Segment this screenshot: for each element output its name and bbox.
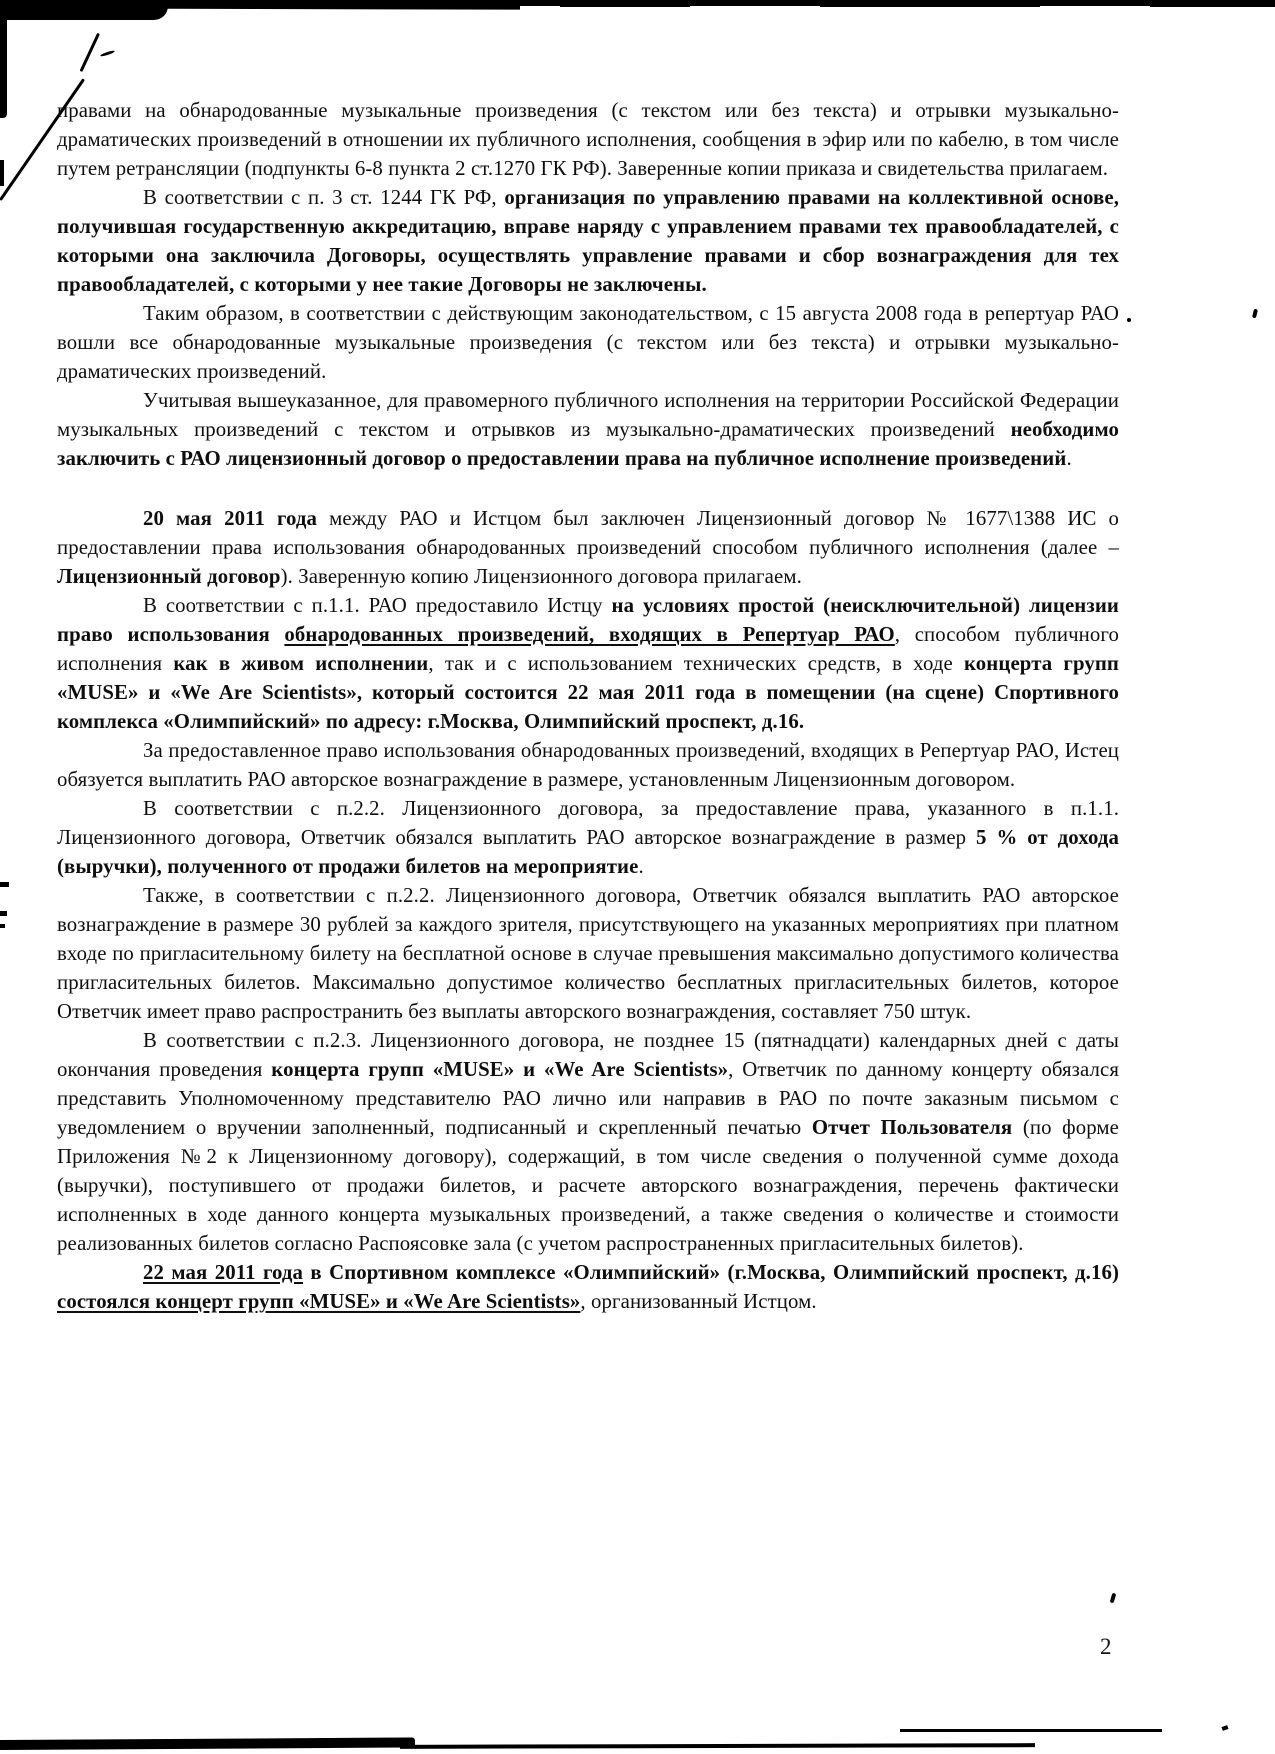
scan-artifact-bottom-line [900, 1729, 1162, 1732]
text-run: концерта групп «MUSE» и «We Are Scientists», который состоится 22 мая 2011 года в помещении (на сцене) Спортивного комплекса «Олимпийский» по адресу: г.Москва, Олимпийский проспект, д.16. [57, 652, 1120, 733]
text-run: , организованный Истцом. [580, 1290, 817, 1313]
text-run: В соответствии с п.2.2. Лицензионного договора, за предоставление права, указанного в п.1.1. Лицензионного договора, Ответчик обязался выплатить РАО авторское вознаграждение в размер [57, 797, 1119, 849]
text-run: обнародованных произведений, входящих в Репертуар РАО [284, 623, 895, 646]
text-run: в Спортивном комплексе «Олимпийский» (г.Москва, Олимпийский проспект, д.16) [303, 1261, 1119, 1284]
scan-artifact-top-dash [1150, 2, 1275, 7]
document-body [57, 96, 1119, 1316]
text-run: концерта групп «MUSE» и «We Are Scientists» [271, 1058, 729, 1081]
scan-artifact-bottom-line [400, 1743, 1035, 1749]
text-run: Также, в соответствии с п.2.2. Лицензионного договора, Ответчик обязался выплатить РАО авторское вознаграждение в размере 30 рублей за каждого зрителя, присутствующего на указанных мероприятиях при платном входе по пригласительному билету на бесплатной основе в случае превышения максимально допустимого количества пригласительных билетов. Максимально допустимое количество бесплатных пригласительных билетов, которое Ответчик имеет право распространить без выплаты авторского вознаграждения, составляет 750 штук. [57, 884, 1119, 1023]
text-run: Лицензионный договор [57, 565, 281, 588]
scan-artifact-speck [1110, 1593, 1117, 1604]
scan-artifact-tilde-mark [100, 50, 115, 57]
paragraph [57, 1026, 1119, 1258]
text-run: 22 мая 2011 года [143, 1261, 303, 1284]
text-run: (по форме Приложения №2 к Лицензионному договору), содержащий, в том числе сведения о полученной сумме дохода (выручки), поступившего от продажи билетов, и расчете авторского вознаграждения, перечень фактически исполненных в ходе данного концерта музыкальных произведений, а также сведения о количестве и стоимости реализованных билетов согласно Распоясовке зала (с учетом распространенных пригласительных билетов). [57, 1116, 1120, 1255]
scan-artifact-left-dash [0, 911, 7, 916]
text-run: ). Заверенную копию Лицензионного договора прилагаем. [280, 565, 802, 588]
text-run: состоялся концерт групп «MUSE» и «We Are Scientists» [57, 1290, 581, 1313]
scan-artifact-fold-line-upper [80, 33, 100, 72]
scan-artifact-top-dash [560, 3, 690, 7]
scan-artifact-speck [1221, 1725, 1228, 1731]
text-run: 20 мая 2011 года [143, 507, 318, 530]
text-run: За предоставленное право использования обнародованных произведений, входящих в Репертуар РАО, Истец обязуется выплатить РАО авторское вознаграждение в размере, установленным Лицензионным договором. [57, 739, 1119, 791]
paragraph [57, 1258, 1119, 1316]
paragraph [57, 96, 1119, 183]
scan-artifact-speck [1252, 309, 1258, 319]
text-run: Таким образом, в соответствии с действующим законодательством, с 15 августа 2008 года в репертуар РАО вошли все обнародованные музыкальные произведения (с текстом или без текста) и отрывки музыкально-драматических произведений. [57, 302, 1119, 383]
text-run: . [1066, 447, 1072, 470]
scan-artifact-left-dash [0, 924, 5, 928]
paragraph [57, 794, 1119, 881]
text-run: Учитывая вышеуказанное, для правомерного публичного исполнения на территории Российской Федерации музыкальных произведений с текстом и отрывков из музыкально-драматических произведений [57, 389, 1119, 441]
page-number: 2 [1100, 1634, 1112, 1659]
paragraph [57, 504, 1119, 591]
scan-artifact-speck [1127, 318, 1131, 322]
scan-artifact-left-edge-mark [0, 160, 4, 186]
scan-artifact-left-dash [0, 882, 9, 887]
paragraph [57, 591, 1119, 736]
text-run: В соответствии с п.1.1. РАО предоставило Истцу [143, 594, 612, 617]
scan-artifact-bottom-bar [0, 1737, 415, 1750]
text-run: организация по управлению правами на коллективной основе, получившая государственную аккредитацию, вправе наряду с управлением правами тех правообладателей, с которыми она заключила Договоры, осуществлять управление правами и сбор вознаграждения для тех правообладателей, с которыми у нее такие Договоры не заключены. [57, 186, 1119, 296]
text-run: . [638, 855, 644, 878]
text-run: правами на обнародованные музыкальные произведения (с текстом или без текста) и отрывки музыкально-драматических произведений в отношении их публичного исполнения, сообщения в эфир или по кабелю, в том числе путем ретрансляции (подпункты 6-8 пункта 2 ст.1270 ГК РФ). Заверенные копии приказа и свидетельства прилагаем. [57, 99, 1119, 180]
scan-artifact-top-left-blob [0, 0, 168, 20]
text-run: между РАО и Истцом был заключен Лицензионный договор № 1677\1388 ИС о предоставлении права использования обнародованных произведений способом публичного исполнения (далее – [57, 507, 1120, 559]
paragraph [57, 183, 1119, 299]
paragraph [57, 881, 1119, 1026]
scan-artifact-left-edge [0, 0, 7, 118]
scan-artifact-top-dash [820, 2, 1040, 7]
text-run: Отчет Пользователя [811, 1116, 1013, 1139]
text-run: 5 % от дохода (выручки), полученного от продажи билетов на мероприятие [57, 826, 1119, 878]
text-run: В соответствии с п. 3 ст. 1244 ГК РФ, [143, 186, 505, 209]
text-run: на условиях простой (неисключительной) лицензии право использования [57, 594, 1120, 646]
text-run: , так и с использованием технических средств, в ходе [428, 652, 964, 675]
text-run: , способом публичного исполнения [57, 623, 1119, 675]
paragraph [57, 736, 1119, 794]
paragraph [57, 386, 1119, 473]
text-run: как в живом исполнении [173, 652, 429, 675]
text-run: необходимо заключить с РАО лицензионный договор о предоставлении права на публичное исполнение произведений [57, 418, 1119, 470]
text-run: В соответствии с п.2.3. Лицензионного договора, не позднее 15 (пятнадцати) календарных дней с даты окончания проведения [57, 1029, 1119, 1081]
paragraph [57, 299, 1119, 386]
text-run: , Ответчик по данному концерту обязался представить Уполномоченному представителю РАО лично или направив в РАО по почте заказным письмом с уведомлением о вручении заполненный, подписанный и скрепленный печатью [57, 1058, 1119, 1139]
